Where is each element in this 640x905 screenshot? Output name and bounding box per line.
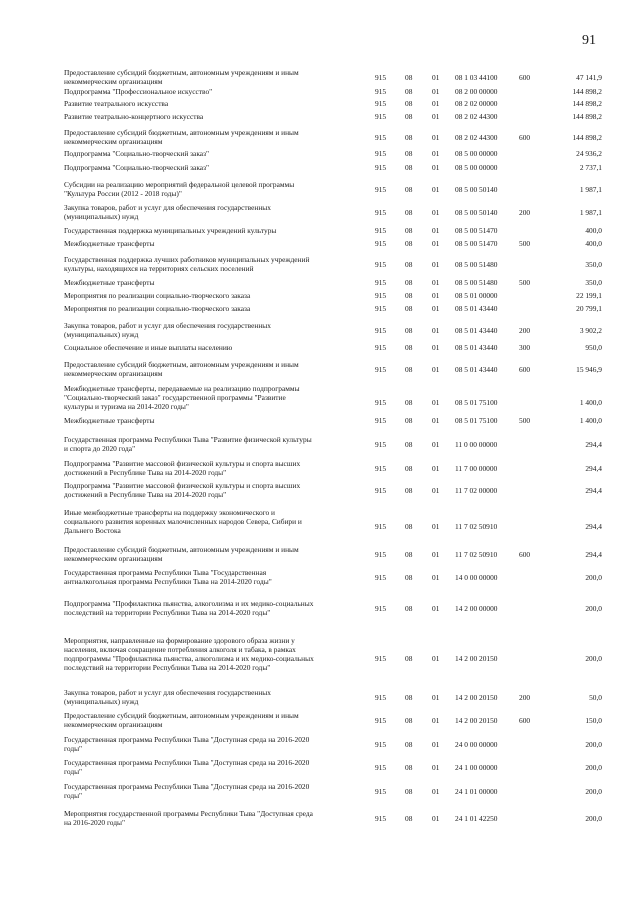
row-name: Государственная программа Республики Тыва "Доступная среда на 2016-2020 годы" [64,782,310,800]
cell-c3: 01 [432,740,440,749]
cell-c2: 08 [405,112,413,121]
cell-amount: 200,0 [585,763,602,772]
cell-c3: 01 [432,163,440,172]
cell-c1: 915 [375,604,387,613]
cell-kind: 200 [519,326,531,335]
cell-amount: 294,4 [585,486,602,495]
cell-c3: 01 [432,291,440,300]
cell-c2: 08 [405,208,413,217]
cell-c3: 01 [432,716,440,725]
cell-c1: 915 [375,416,387,425]
cell-kind: 500 [519,416,531,425]
cell-amount: 200,0 [585,740,602,749]
cell-kind: 200 [519,208,531,217]
cell-c3: 01 [432,87,440,96]
cell-code: 08 5 01 43440 [455,365,498,374]
cell-c1: 915 [375,654,387,663]
cell-code: 08 1 03 44100 [455,73,498,82]
cell-c2: 08 [405,654,413,663]
cell-code: 14 0 00 00000 [455,573,498,582]
row-name: Государственная поддержка лучших работников муниципальных учреждений культуры, находящихся на территориях сельских поселений [64,255,310,273]
cell-c3: 01 [432,278,440,287]
cell-c1: 915 [375,304,387,313]
cell-c1: 915 [375,693,387,702]
cell-c1: 915 [375,291,387,300]
row-name: Подпрограмма "Социально-творческий заказ" [64,163,210,172]
cell-c2: 08 [405,226,413,235]
cell-c3: 01 [432,326,440,335]
row-name: Государственная поддержка муниципальных учреждений культуры [64,226,277,235]
cell-kind: 600 [519,73,531,82]
cell-amount: 50,0 [589,693,602,702]
cell-c2: 08 [405,304,413,313]
cell-c1: 915 [375,87,387,96]
cell-code: 08 5 01 75100 [455,398,498,407]
row-name: Закупка товаров, работ и услуг для обеспечения государственных (муниципальных) нужд [64,203,271,221]
cell-amount: 200,0 [585,787,602,796]
row-name: Предоставление субсидий бюджетным, автономным учреждениям и иным некоммерческим организациям [64,711,299,729]
cell-amount: 294,4 [585,550,602,559]
cell-amount: 150,0 [585,716,602,725]
cell-c1: 915 [375,763,387,772]
row-name: Государственная программа Республики Тыва "Развитие физической культуры и спорта до 2020 года" [64,435,312,453]
cell-code: 14 2 00 20150 [455,693,498,702]
row-name: Подпрограмма "Развитие массовой физической культуры и спорта высших достижений в Республике Тыва на 2014-2020 годы" [64,481,301,499]
cell-c3: 01 [432,440,440,449]
cell-kind: 200 [519,693,531,702]
cell-c2: 08 [405,133,413,142]
cell-code: 24 1 01 42250 [455,814,498,823]
cell-kind: 500 [519,278,531,287]
cell-amount: 3 902,2 [579,326,602,335]
cell-kind: 600 [519,716,531,725]
cell-c2: 08 [405,522,413,531]
cell-c1: 915 [375,343,387,352]
row-name: Государственная программа Республики Тыва "Государственная антиалкогольная программа Республики Тыва на 2014-2020 годы" [64,568,272,586]
cell-amount: 1 400,0 [579,398,602,407]
row-name: Закупка товаров, работ и услуг для обеспечения государственных (муниципальных) нужд [64,688,271,706]
cell-c3: 01 [432,73,440,82]
cell-code: 14 2 00 20150 [455,654,498,663]
row-name: Предоставление субсидий бюджетным, автономным учреждениям и иным некоммерческим организациям [64,128,299,146]
cell-amount: 950,0 [585,343,602,352]
row-name: Подпрограмма "Социально-творческий заказ" [64,149,210,158]
cell-c3: 01 [432,763,440,772]
cell-c2: 08 [405,486,413,495]
row-name: Межбюджетные трансферты [64,278,155,287]
cell-c3: 01 [432,522,440,531]
cell-code: 08 2 02 00000 [455,99,498,108]
cell-c1: 915 [375,573,387,582]
row-name: Мероприятия по реализации социально-творческого заказа [64,304,251,313]
row-name: Государственная программа Республики Тыва "Доступная среда на 2016-2020 годы" [64,735,310,753]
cell-c2: 08 [405,99,413,108]
row-name: Межбюджетные трансферты, передаваемые на реализацию подпрограммы "Социально-творческий заказ" государственной программы "Развитие культуры и туризма на 2014-2020 годы" [64,384,300,411]
cell-amount: 144 898,2 [572,99,602,108]
cell-c2: 08 [405,550,413,559]
cell-c3: 01 [432,416,440,425]
cell-c1: 915 [375,464,387,473]
row-name: Подпрограмма "Профилактика пьянства, алкоголизма и их медико-социальных последствий на территории Республики Тыва на 2014-2020 годы" [64,599,314,617]
cell-c1: 915 [375,133,387,142]
cell-amount: 144 898,2 [572,133,602,142]
cell-code: 08 5 00 51470 [455,239,498,248]
cell-c2: 08 [405,291,413,300]
row-name: Социальное обеспечение и иные выплаты населению [64,343,233,352]
cell-c3: 01 [432,239,440,248]
cell-kind: 600 [519,133,531,142]
cell-c2: 08 [405,87,413,96]
cell-code: 08 5 00 51480 [455,260,498,269]
cell-c2: 08 [405,185,413,194]
row-name: Субсидии на реализацию мероприятий федеральной целевой программы "Культура России (2012 - 2018 годы)" [64,180,295,198]
row-name: Государственная программа Республики Тыва "Доступная среда на 2016-2020 годы" [64,758,310,776]
cell-c1: 915 [375,550,387,559]
cell-c3: 01 [432,260,440,269]
cell-c1: 915 [375,260,387,269]
cell-c3: 01 [432,149,440,158]
cell-amount: 350,0 [585,278,602,287]
cell-c2: 08 [405,163,413,172]
cell-code: 11 7 02 50910 [455,522,498,531]
cell-code: 08 2 02 44300 [455,112,498,121]
cell-code: 24 1 01 00000 [455,787,498,796]
cell-code: 11 7 02 50910 [455,550,498,559]
cell-amount: 144 898,2 [572,112,602,121]
cell-c2: 08 [405,73,413,82]
cell-c3: 01 [432,693,440,702]
cell-c2: 08 [405,343,413,352]
cell-code: 11 7 00 00000 [455,464,498,473]
cell-code: 08 5 00 50140 [455,185,498,194]
cell-c1: 915 [375,99,387,108]
cell-c2: 08 [405,416,413,425]
row-name: Предоставление субсидий бюджетным, автономным учреждениям и иным некоммерческим организациям [64,545,299,563]
row-name: Иные межбюджетные трансферты на поддержку экономического и социального развития коренных малочисленных народов Севера, Сибири и Дальнего Востока [64,508,302,535]
cell-c3: 01 [432,99,440,108]
cell-amount: 294,4 [585,464,602,473]
cell-amount: 200,0 [585,814,602,823]
cell-c3: 01 [432,185,440,194]
cell-c2: 08 [405,740,413,749]
cell-c1: 915 [375,208,387,217]
cell-c3: 01 [432,133,440,142]
cell-code: 08 5 00 00000 [455,163,498,172]
cell-code: 08 2 00 00000 [455,87,498,96]
cell-c3: 01 [432,486,440,495]
cell-c2: 08 [405,693,413,702]
cell-c1: 915 [375,239,387,248]
cell-amount: 1 987,1 [579,208,602,217]
cell-c1: 915 [375,226,387,235]
cell-c3: 01 [432,814,440,823]
row-name: Мероприятия государственной программы Республики Тыва "Доступная среда на 2016-2020 годы" [64,809,313,827]
cell-code: 08 5 00 50140 [455,208,498,217]
cell-c2: 08 [405,278,413,287]
cell-amount: 400,0 [585,226,602,235]
cell-c1: 915 [375,365,387,374]
row-name: Межбюджетные трансферты [64,416,155,425]
cell-code: 08 5 01 43440 [455,326,498,335]
cell-amount: 47 141,9 [576,73,602,82]
cell-c3: 01 [432,304,440,313]
cell-amount: 200,0 [585,604,602,613]
cell-code: 08 5 01 43440 [455,304,498,313]
cell-c1: 915 [375,522,387,531]
cell-c3: 01 [432,226,440,235]
cell-amount: 144 898,2 [572,87,602,96]
cell-code: 08 2 02 44300 [455,133,498,142]
cell-c1: 915 [375,740,387,749]
cell-code: 24 0 00 00000 [455,740,498,749]
cell-c1: 915 [375,787,387,796]
cell-kind: 500 [519,239,531,248]
cell-amount: 294,4 [585,522,602,531]
cell-code: 08 5 01 75100 [455,416,498,425]
cell-c2: 08 [405,464,413,473]
row-name: Подпрограмма "Развитие массовой физической культуры и спорта высших достижений в Республике Тыва на 2014-2020 годы" [64,459,301,477]
cell-c2: 08 [405,440,413,449]
cell-c1: 915 [375,112,387,121]
cell-c1: 915 [375,73,387,82]
cell-c2: 08 [405,573,413,582]
cell-amount: 400,0 [585,239,602,248]
cell-c3: 01 [432,654,440,663]
cell-amount: 24 936,2 [576,149,602,158]
row-name: Развитие театрального искусства [64,99,169,108]
cell-code: 08 5 00 51470 [455,226,498,235]
cell-kind: 300 [519,343,531,352]
cell-code: 14 2 00 00000 [455,604,498,613]
cell-c1: 915 [375,814,387,823]
cell-c3: 01 [432,550,440,559]
cell-c2: 08 [405,239,413,248]
row-name: Межбюджетные трансферты [64,239,155,248]
cell-amount: 350,0 [585,260,602,269]
cell-c1: 915 [375,163,387,172]
row-name: Мероприятия по реализации социально-творческого заказа [64,291,251,300]
row-name: Предоставление субсидий бюджетным, автономным учреждениям и иным некоммерческим организациям [64,360,299,378]
cell-amount: 20 799,1 [576,304,602,313]
cell-c2: 08 [405,365,413,374]
page-number: 91 [582,33,596,48]
cell-c2: 08 [405,716,413,725]
cell-amount: 200,0 [585,654,602,663]
cell-c2: 08 [405,326,413,335]
cell-c2: 08 [405,604,413,613]
cell-amount: 22 199,1 [576,291,602,300]
cell-c2: 08 [405,787,413,796]
cell-code: 11 0 00 00000 [455,440,498,449]
cell-c1: 915 [375,326,387,335]
row-name: Предоставление субсидий бюджетным, автономным учреждениям и иным некоммерческим организациям [64,68,299,86]
cell-code: 08 5 01 00000 [455,291,498,300]
cell-c3: 01 [432,604,440,613]
cell-c3: 01 [432,787,440,796]
cell-c1: 915 [375,398,387,407]
cell-c3: 01 [432,464,440,473]
cell-c3: 01 [432,112,440,121]
cell-c2: 08 [405,814,413,823]
cell-amount: 200,0 [585,573,602,582]
cell-c3: 01 [432,365,440,374]
cell-code: 08 5 00 00000 [455,149,498,158]
cell-amount: 1 987,1 [579,185,602,194]
cell-c3: 01 [432,343,440,352]
cell-c1: 915 [375,716,387,725]
cell-amount: 2 737,1 [579,163,602,172]
cell-amount: 294,4 [585,440,602,449]
cell-code: 14 2 00 20150 [455,716,498,725]
cell-c1: 915 [375,486,387,495]
cell-code: 24 1 00 00000 [455,763,498,772]
cell-kind: 600 [519,550,531,559]
cell-code: 11 7 02 00000 [455,486,498,495]
cell-c2: 08 [405,763,413,772]
cell-c1: 915 [375,278,387,287]
cell-c3: 01 [432,398,440,407]
cell-code: 08 5 01 43440 [455,343,498,352]
row-name: Подпрограмма "Профессиональное искусство" [64,87,213,96]
cell-c1: 915 [375,440,387,449]
cell-c3: 01 [432,208,440,217]
cell-c3: 01 [432,573,440,582]
cell-c2: 08 [405,260,413,269]
row-name: Развитие театрально-концертного искусства [64,112,204,121]
cell-c1: 915 [375,185,387,194]
cell-c1: 915 [375,149,387,158]
cell-kind: 600 [519,365,531,374]
cell-c2: 08 [405,149,413,158]
cell-amount: 15 946,9 [576,365,602,374]
row-name: Мероприятия, направленные на формирование здорового образа жизни у населения, включая сокращение потребления алкоголя и табака, в рамках подпрограммы "Профилактика пьянства, алкоголизма и их медико-социальных последствий на территории Республики Тыва на 2014-2020 годы" [64,636,314,672]
cell-amount: 1 400,0 [579,416,602,425]
cell-c2: 08 [405,398,413,407]
cell-code: 08 5 00 51480 [455,278,498,287]
row-name: Закупка товаров, работ и услуг для обеспечения государственных (муниципальных) нужд [64,321,271,339]
